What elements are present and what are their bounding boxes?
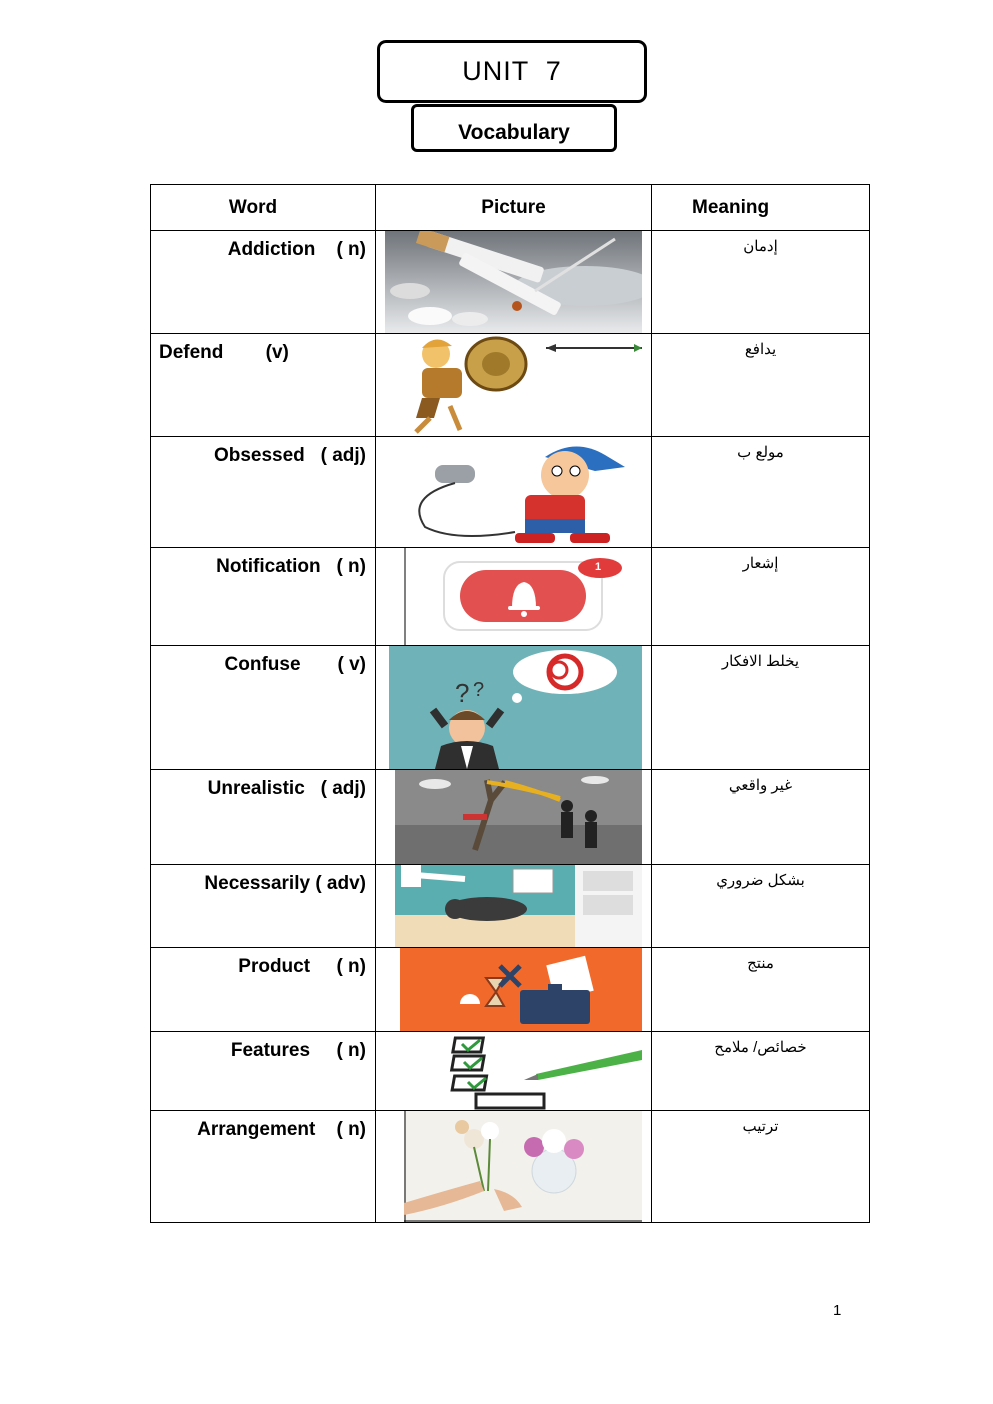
word-cell: Product ( n): [151, 948, 376, 1032]
table-row: [151, 437, 870, 548]
bell-notification-picture: [404, 548, 642, 645]
picture-cell: [376, 437, 652, 548]
meaning-cell: غير واقعي: [652, 770, 870, 865]
word-cell: Arrangement ( n): [151, 1111, 376, 1223]
unit-title: UNIT 7: [462, 56, 562, 86]
picture-cell: [376, 865, 652, 948]
meaning-cell: مولع ب: [652, 437, 870, 548]
vet-dog-clinic-picture: [395, 865, 642, 947]
word-cell: Necessarily ( adv): [151, 865, 376, 948]
word-cell: Confuse ( v): [151, 646, 376, 770]
meaning-cell: إشعار: [652, 548, 870, 646]
column-header-word: Word: [151, 185, 376, 231]
table-row: [151, 865, 870, 948]
meaning-cell: منتج: [652, 948, 870, 1032]
unit-title-box: [377, 40, 647, 103]
svg-text:?: ?: [473, 679, 485, 701]
picture-cell: [376, 548, 652, 646]
table-row: [151, 770, 870, 865]
word-cell: Features ( n): [151, 1032, 376, 1111]
section-title-box: [411, 104, 617, 152]
meaning-cell: إدمان: [652, 231, 870, 334]
column-header-meaning: Meaning: [652, 185, 870, 231]
picture-cell: [376, 1032, 652, 1111]
table-row: [151, 948, 870, 1032]
vocabulary-table: [150, 184, 870, 1223]
table-row: [151, 1032, 870, 1111]
table-row: [151, 334, 870, 437]
table-row: [151, 231, 870, 334]
picture-cell: [376, 334, 652, 437]
word-cell: Notification ( n): [151, 548, 376, 646]
picture-cell: [376, 948, 652, 1032]
table-row: [151, 548, 870, 646]
meaning-cell: يدافع: [652, 334, 870, 437]
word-cell: Unrealistic ( adj): [151, 770, 376, 865]
picture-cell: [376, 770, 652, 865]
table-row: [151, 1111, 870, 1223]
word-cell: Addiction ( n): [151, 231, 376, 334]
picture-cell: [376, 646, 652, 770]
section-title: Vocabulary: [458, 121, 570, 144]
slingshot-businessmen-picture: [395, 770, 642, 864]
meaning-cell: ترتيب: [652, 1111, 870, 1223]
table-header-row: [151, 185, 870, 231]
notification-badge: 1: [595, 561, 602, 573]
flower-arrangement-picture: [404, 1111, 642, 1222]
boy-game-controller-picture: [395, 437, 643, 547]
meaning-cell: يخلط الافكار: [652, 646, 870, 770]
product-tools-picture: [400, 948, 642, 1031]
soldier-shield-arrow-picture: [394, 336, 644, 434]
svg-text:?: ?: [455, 678, 470, 708]
word-cell: Defend (v): [151, 334, 376, 437]
picture-cell: [376, 231, 652, 334]
table-row: [151, 646, 870, 770]
column-header-picture: Picture: [376, 185, 652, 231]
page-number: 1: [833, 1302, 842, 1319]
meaning-cell: خصائص/ ملامح: [652, 1032, 870, 1111]
confused-man-picture: [389, 646, 642, 769]
word-cell: Obsessed ( adj): [151, 437, 376, 548]
addiction-pills-cigarettes-picture: [385, 231, 642, 333]
checklist-pen-picture: [446, 1034, 642, 1110]
picture-cell: [376, 1111, 652, 1223]
meaning-cell: بشكل ضروري: [652, 865, 870, 948]
